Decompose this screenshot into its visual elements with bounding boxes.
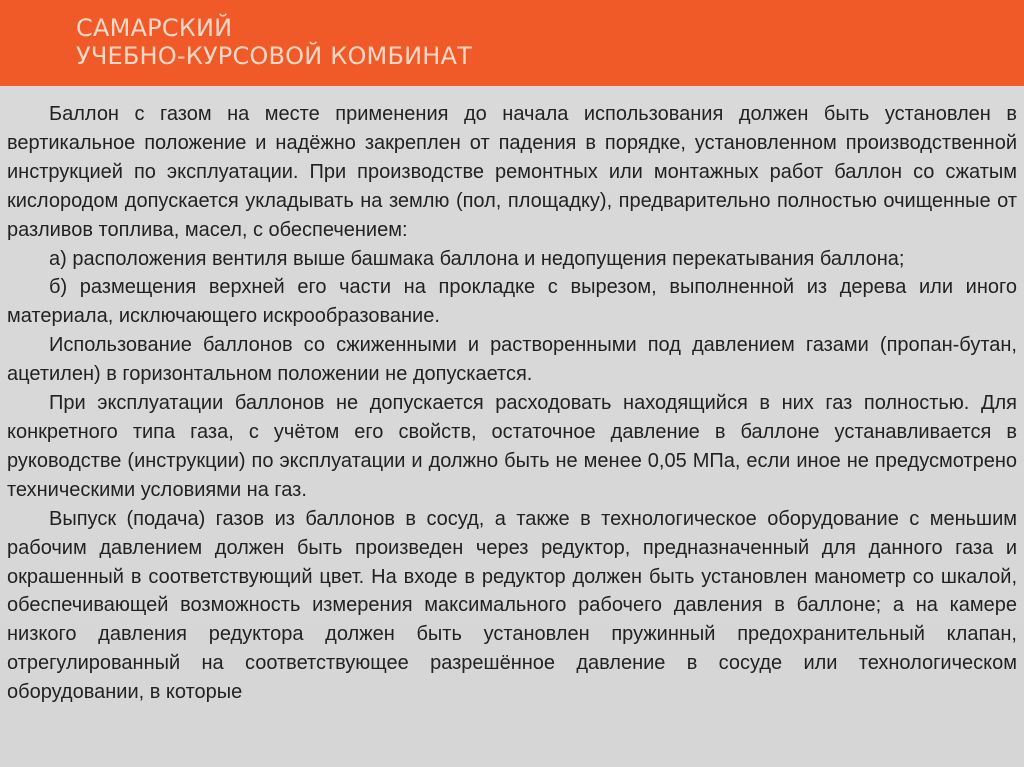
paragraph: Выпуск (подача) газов из баллонов в сосуд, а также в технологическое оборудование с меньшим рабочим давлением должен быть произведен через редуктор, предназначенный для данного газа и окрашенный в соответствующий цвет. На входе в редуктор должен быть установлен манометр со шкалой, обеспечивающей возможность измерения максимального рабочего давления в баллоне; а на камере низкого давления редуктора должен быть установлен пружинный предохранительный клапан, отрегулированный на соответствующее разрешённое давление в сосуде или технологическом оборудовании, в которые bbox=[7, 507, 1017, 704]
paragraph: б) размещения верхней его части на прокладке с вырезом, выполненной из дерева или иного материала, исключающего искрообразование. bbox=[7, 276, 1017, 328]
paragraph: Баллон с газом на месте применения до начала использования должен быть установлен в вертикальное положение и надёжно закреплен от падения в порядке, установленном производственной инструкцией по эксплуатации. При производстве ремонтных или монтажных работ баллон со сжатым кислородом допускается укладывать на землю (пол, площадку), предварительно полностью очищенные от разливов топлива, масел, с обеспечением: bbox=[7, 103, 1017, 241]
header-bar bbox=[0, 0, 1024, 86]
brand-line-1: САМАРСКИЙ bbox=[76, 14, 233, 42]
paragraph: Использование баллонов со сжиженными и растворенными под давлением газами (пропан-бутан, ацетилен) в горизонтальном положении не допускается. bbox=[7, 334, 1017, 386]
paragraph: а) расположения вентиля выше башмака баллона и недопущения перекатывания баллона; bbox=[49, 247, 905, 270]
content-area bbox=[0, 86, 1024, 767]
brand-line-2: УЧЕБНО-КУРСОВОЙ КОМБИНАТ bbox=[76, 42, 473, 70]
paragraph: При эксплуатации баллонов не допускается расходовать находящийся в них газ полностью. Для конкретного типа газа, с учётом его свойств, остаточное давление в баллоне устанавливается в руководстве (инструкции) по эксплуатации и должно быть не менее 0,05 МПа, если иное не предусмотрено техническими условиями на газ. bbox=[7, 392, 1017, 501]
brand-logo-text bbox=[76, 14, 472, 70]
body-text bbox=[7, 100, 1017, 707]
